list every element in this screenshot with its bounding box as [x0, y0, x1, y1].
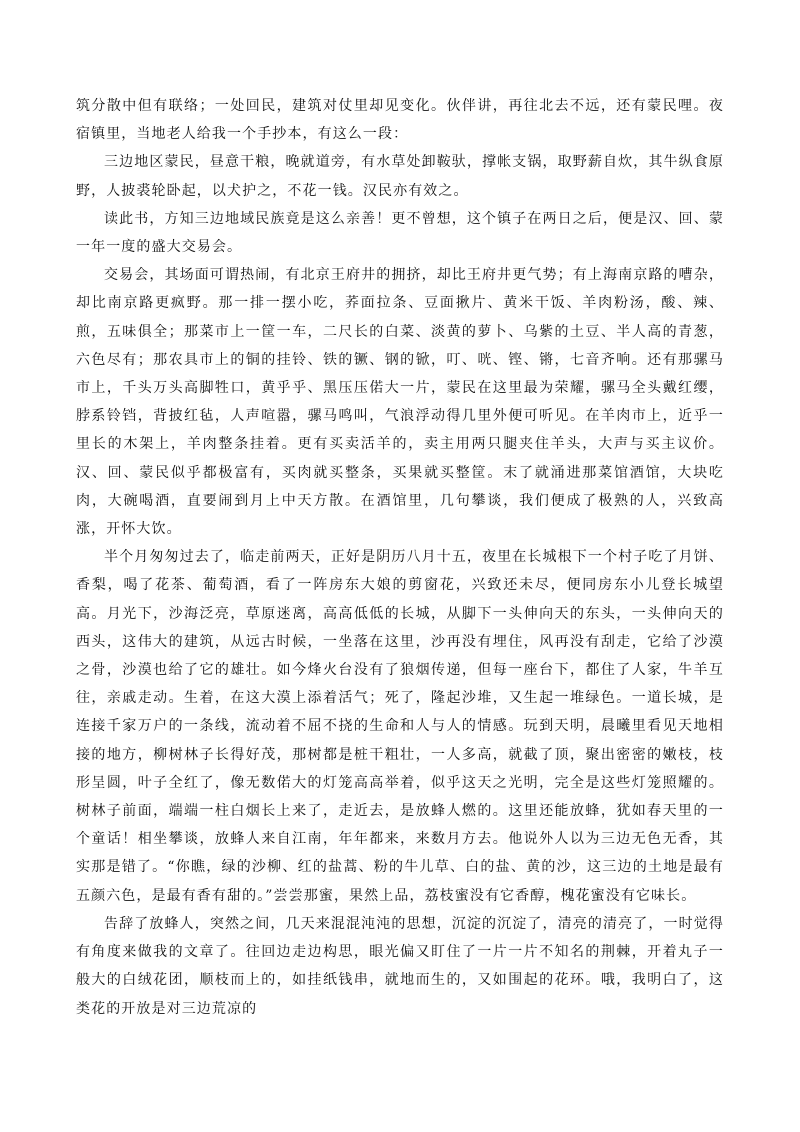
paragraph-6: 告辞了放蜂人，突然之间，几天来混混沌沌的思想，沉淀的沉淀了，清亮的清亮了，一时觉得有角度来做我的文章了。往回边走边构思，眼光偏又盯住了一片一片不知名的荆棘，开着丸子一般大的白绒花团，顺枝而上的，如挂纸钱串，就地而生的，又如围起的花环。哦，我明白了，这类花的开放是对三边荒凉的: [76, 915, 724, 1017]
paragraph-1: 筑分散中但有联络；一处回民，建筑对仗里却见变化。伙伴讲，再往北去不远，还有蒙民哩。夜宿镇里，当地老人给我一个手抄本，有这么一段：: [76, 98, 724, 143]
document-page: [76, 92, 724, 1023]
paragraph-3: 读此书，方知三边地域民族竟是这么亲善！更不曾想，这个镇子在两日之后，便是汉、回、蒙一年一度的盛大交易会。: [76, 210, 724, 256]
paragraph-4-trade-fair: 交易会，其场面可谓热闹，有北京王府井的拥挤，却比王府井更气势；有上海南京路的嘈杂，却比南京路更疯野。那一排一摆小吃，荞面拉条、豆面揪片、黄米干饭、羊肉粉汤，酸、辣、煎，五味俱全；那菜市上一筐一车，二尺长的白菜、淡黄的萝卜、乌紫的土豆、半人高的青葱，六色尽有；那农具市上的铜的挂铃、铁的镢、钢的锨，叮、咣、铿、锵，七音齐响。还有那骡马市上，千头万头高脚牲口，黄乎乎、黑压压偌大一片，蒙民在这里最为荣耀，骡马全头戴红缨，脖系铃铛，背披红毡，人声喧嚣，骡马鸣叫，气浪浮动得几里外便可听见。在羊肉市上，近乎一里长的木架上，羊肉整条挂着。更有买卖活羊的，卖主用两只腿夹住羊头，大声与买主议价。汉、回、蒙民似乎都极富有，买肉就买整条，买果就买整筐。末了就涌进那菜馆酒馆，大块吃肉，大碗喝酒，直要闹到月上中天方散。在酒馆里，几句攀谈，我们便成了极熟的人，兴致高涨，开怀大饮。: [76, 267, 724, 538]
paragraph-5-great-wall: 半个月匆匆过去了，临走前两天，正好是阴历八月十五，夜里在长城根下一个村子吃了月饼、香梨，喝了花茶、葡萄酒，看了一阵房东大娘的剪窗花，兴致还未尽，便同房东小儿登长城望高。月光下，沙海泛亮，草原迷离，高高低低的长城，从脚下一头伸向天的东头，一头伸向天的西头，这伟大的建筑，从远古时候，一坐落在这里，沙再没有埋住，风再没有刮走，它给了沙漠之骨，沙漠也给了它的雄壮。如今烽火台没有了狼烟传递，但每一座台下，都住了人家，牛羊互往，亲戚走动。生着，在这大漠上添着活气；死了，隆起沙堆，又生起一堆绿色。一道长城，是连接千家万户的一条线，流动着不屈不挠的生命和人与人的情感。玩到天明，晨曦里看见天地相接的地方，柳树林子长得好茂，那树都是桩干粗壮，一人多高，就截了顶，聚出密密的嫩枝，枝形呈圆，叶子全红了，像无数偌大的灯笼高高举着，似乎这天之光明，完全是这些灯笼照耀的。树林子前面，端端一柱白烟长上来了，走近去，是放蜂人燃的。这里还能放蜂，犹如春天里的一个童话！相坐攀谈，放蜂人来自江南，年年都来，来数月方去。他说外人以为三边无色无香，其实那是错了。“你瞧，绿的沙柳、红的盐蒿、粉的牛儿草、白的盐、黄的沙，这三边的土地是最有五颜六色，是最有香有甜的。”尝尝那蜜，果然上品，荔枝蜜没有它香醇，槐花蜜没有它味长。: [76, 549, 724, 904]
paragraph-2-quoted-manuscript: 三边地区蒙民，昼意干粮，晚就道旁，有水草处卸鞍驮，撑帐支锅，取野薪自炊，其牛纵食原野，人披裘轮卧起，以犬护之，不花一钱。汉民亦有效之。: [76, 154, 724, 199]
